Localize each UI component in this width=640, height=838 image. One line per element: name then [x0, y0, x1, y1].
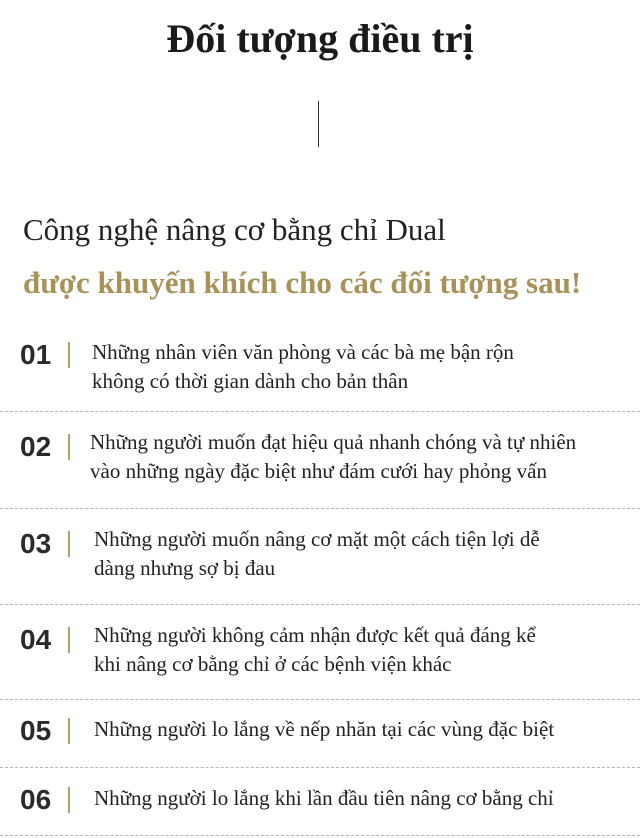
item-number: 06 [20, 784, 52, 815]
item-text-line: Những người lo lắng về nếp nhăn tại các vùng đặc biệt [94, 717, 555, 741]
item-text-line: Những người muốn nâng cơ mặt một cách tiện lợi dễ [94, 527, 540, 551]
item-text-line: vào những ngày đặc biệt như đám cưới hay phỏng vấn [90, 459, 547, 483]
list-item [0, 700, 640, 768]
item-text-line: Những người muốn đạt hiệu quả nhanh chóng và tự nhiên [90, 430, 577, 454]
item-text [94, 525, 639, 583]
list-item [0, 509, 640, 605]
item-number: 02 [20, 431, 52, 462]
item-text-line: không có thời gian dành cho bản thân [92, 369, 409, 393]
accent-bar [68, 434, 70, 460]
list-item [0, 412, 640, 509]
title-divider [318, 101, 319, 147]
accent-bar [68, 787, 70, 813]
list-item [0, 768, 640, 836]
intro-line-1: Công nghệ nâng cơ bằng chỉ Dual [23, 212, 446, 247]
item-text [94, 621, 639, 679]
accent-bar [68, 531, 70, 557]
item-text [92, 338, 637, 396]
list-item [0, 320, 640, 412]
page-title: Đối tượng điều trị [166, 16, 474, 61]
item-number: 05 [20, 715, 52, 746]
list-item [0, 605, 640, 700]
item-number: 01 [20, 339, 52, 370]
accent-bar [68, 627, 70, 653]
accent-bar [68, 342, 70, 368]
item-text [90, 428, 635, 486]
accent-bar [68, 718, 70, 744]
item-text-line: dàng nhưng sợ bị đau [94, 556, 276, 580]
item-text-line: Những người không cảm nhận được kết quả đáng kể [94, 623, 536, 647]
intro-line-2-highlight: được khuyến khích cho các đối tượng sau! [23, 265, 582, 300]
item-text [94, 784, 639, 813]
item-text-line: Những nhân viên văn phòng và các bà mẹ bận rộn [92, 340, 514, 364]
item-number: 04 [20, 624, 52, 655]
item-text [94, 715, 639, 744]
item-text-line: khi nâng cơ bằng chỉ ở các bệnh viện khác [94, 652, 452, 676]
item-number: 03 [20, 528, 52, 559]
item-text-line: Những người lo lắng khi lần đầu tiên nâng cơ bằng chỉ [94, 786, 554, 810]
